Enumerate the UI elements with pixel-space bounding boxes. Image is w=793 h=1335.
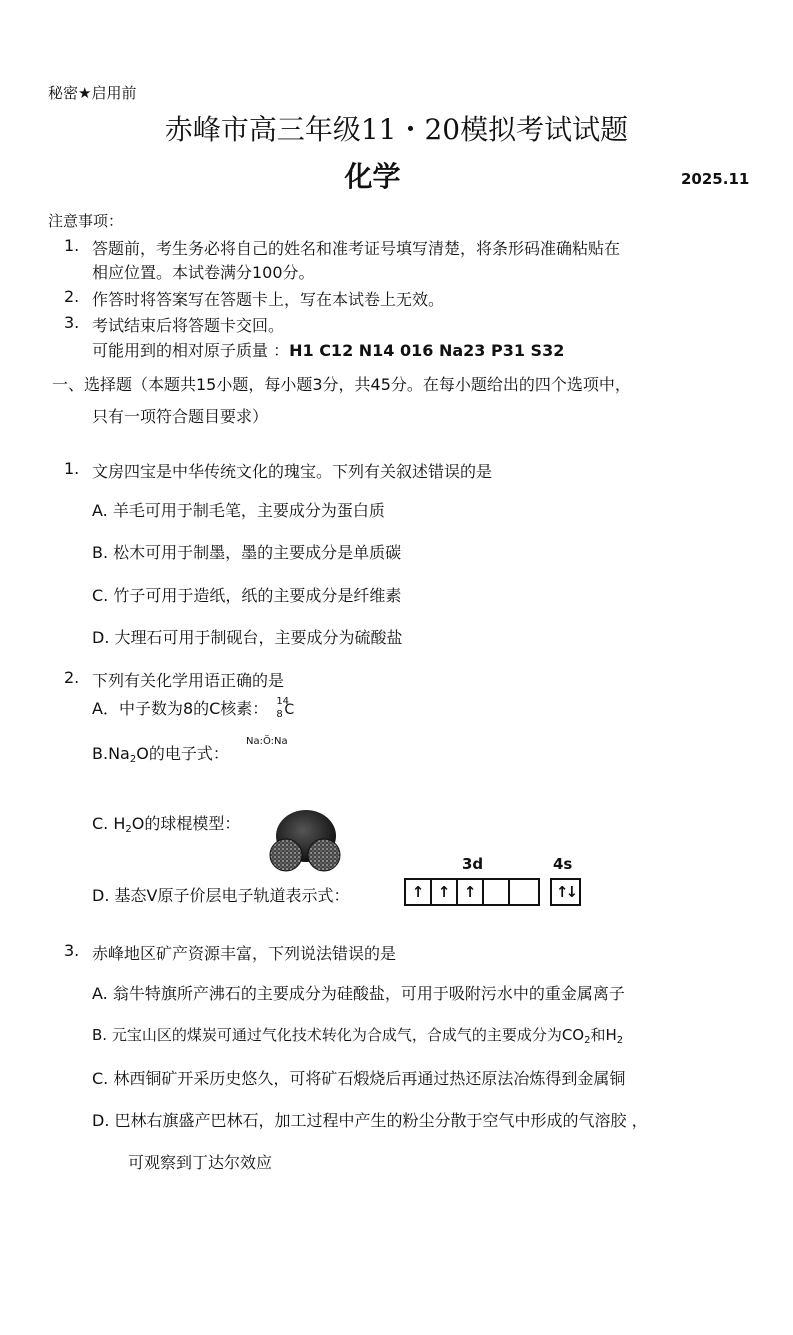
q1-option-c: C. 竹子可用于造纸，纸的主要成分是纤维素 xyxy=(92,586,402,605)
q3-option-b: B. 元宝山区的煤炭可通过气化技术转化为合成气，合成气的主要成分为$CO_2$和$H_2$ xyxy=(92,1026,624,1046)
exam-date: 2025.11 xyxy=(681,170,750,188)
water-ball-stick-model-image xyxy=(266,808,346,874)
q2-option-a-text: A．中子数为8的C核素： xyxy=(92,699,269,718)
notice-item-1-text: 答题前，考生务必将自己的姓名和准考证号填写清楚，将条形码准确粘贴在 xyxy=(92,239,621,258)
orbital-3d-cell: ↑ xyxy=(432,880,458,904)
q1-option-d: D. 大理石可用于制砚台，主要成分为硫酸盐 xyxy=(92,628,403,647)
na2o-lewis-structure: Na:Ö:Na xyxy=(246,736,288,747)
orbital-4s-box xyxy=(550,878,581,906)
notice-item-1-num: 1. xyxy=(64,236,80,255)
q2-option-d: D. 基态V原子价层电子轨道表示式： xyxy=(92,886,350,905)
q3-option-d-cont: 可观察到丁达尔效应 xyxy=(128,1153,273,1172)
q3-option-d: D. 巴林右旗盛产巴林石，加工过程中产生的粉尘分散于空气中形成的气溶胶 ， xyxy=(92,1111,648,1130)
atomic-mass-line xyxy=(92,338,564,361)
secret-label: 秘密★启用前 xyxy=(48,84,137,102)
q2-option-a xyxy=(92,696,298,720)
orbital-4s-cell: ↑↓ xyxy=(555,883,576,901)
orbital-3d-label: 3d xyxy=(462,855,484,873)
notice-item-2-num: 2. xyxy=(64,287,80,306)
orbital-3d-cell xyxy=(484,880,510,904)
q2-stem: 下列有关化学用语正确的是 xyxy=(92,671,285,690)
q1-stem: 文房四宝是中华传统文化的瑰宝。下列有关叙述错误的是 xyxy=(92,462,493,481)
orbital-3d-cell xyxy=(510,880,536,904)
notice-item-3-text: 考试结束后将答题卡交回。 xyxy=(92,316,285,335)
orbital-3d-cell: ↑ xyxy=(406,880,432,904)
subject-title: 化学 xyxy=(344,160,401,193)
q1-option-b: B. 松木可用于制墨，墨的主要成分是单质碳 xyxy=(92,543,402,562)
orbital-3d-box xyxy=(404,878,540,906)
q3-stem: 赤峰地区矿产资源丰富，下列说法错误的是 xyxy=(92,944,397,963)
notice-item-1-text2: 相应位置。本试卷满分100分。 xyxy=(92,263,315,282)
notice-item-2-text: 作答时将答案写在答题卡上，写在本试卷上无效。 xyxy=(92,290,445,309)
notice-item-3-num: 3. xyxy=(64,313,80,332)
atomic-mass-values: H1 C12 N14 016 Na23 P31 S32 xyxy=(289,341,565,360)
q1-option-a: A. 羊毛可用于制毛笔，主要成分为蛋白质 xyxy=(92,501,385,520)
section1-line2: 只有一项符合题目要求） xyxy=(92,407,269,426)
carbon-isotope-notation: 14 8 C xyxy=(276,695,295,720)
section1-line1: 一、选择题（本题共15小题，每小题3分，共45分。在每小题给出的四个选项中， xyxy=(52,375,631,394)
q3-option-a: A. 翁牛特旗所产沸石的主要成分为硅酸盐，可用于吸附污水中的重金属离子 xyxy=(92,984,625,1003)
q1-num: 1. xyxy=(64,459,80,478)
exam-title: 赤峰市高三年级11・20模拟考试试题 xyxy=(164,113,629,146)
atomic-mass-label: 可能用到的相对原子质量 ： xyxy=(92,341,290,360)
orbital-4s-label: 4s xyxy=(553,855,573,873)
q2-option-c: C. $H_2O$的球棍模型： xyxy=(92,814,241,835)
q2-option-b: $B.Na_2O$的电子式： xyxy=(92,744,229,765)
q3-num: 3. xyxy=(64,941,80,960)
notice-heading: 注意事项： xyxy=(48,212,124,230)
q2-num: 2. xyxy=(64,668,80,687)
q3-option-c: C. 林西铜矿开采历史悠久，可将矿石煅烧后再通过热还原法冶炼得到金属铜 xyxy=(92,1069,626,1088)
orbital-3d-cell: ↑ xyxy=(458,880,484,904)
